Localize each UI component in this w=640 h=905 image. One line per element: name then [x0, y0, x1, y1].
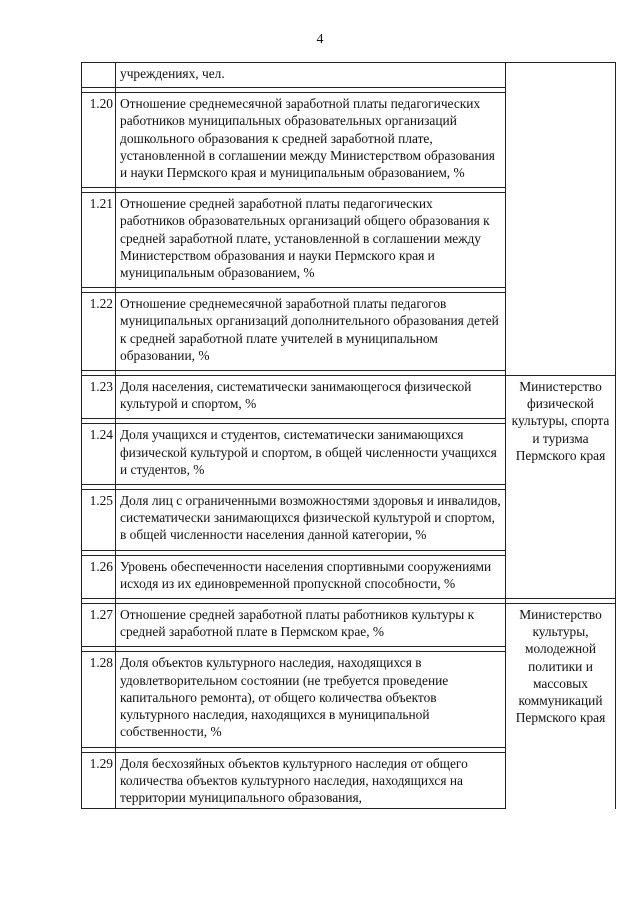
row-text-value: Отношение средней заработной платы работников культуры к средней заработной плате в Пермском крае, % — [120, 607, 475, 640]
row-text-value: Доля учащихся и студентов, систематически занимающихся физической культурой и спортом, в общей численности учащихся и студентов, % — [120, 427, 497, 477]
row-number: 1.23 — [82, 376, 116, 419]
page-number: 4 — [316, 32, 324, 47]
row-number: 1.28 — [82, 652, 116, 747]
row-text-value: Отношение средней заработной платы педагогических работников образовательных организаций общего образования к средней заработной плате, установленной в соглашении между Министерством образования и науки Пермского края и муниципальным образованием, % — [120, 196, 490, 281]
row-number: 1.22 — [82, 293, 116, 371]
row-text — [116, 93, 506, 188]
row-number: 1.27 — [82, 604, 116, 647]
row-text-value: учреждениях, чел. — [120, 66, 225, 81]
row-text — [116, 652, 506, 747]
row-number: 1.29 — [82, 752, 116, 809]
row-text — [116, 752, 506, 809]
row-text — [116, 63, 506, 88]
responsible-sport-text: Министерство физической культуры, спорта и туризма Пермского края — [511, 379, 610, 463]
row-text — [116, 193, 506, 288]
row-number: 1.25 — [82, 490, 116, 551]
row-number: 1.24 — [82, 424, 116, 485]
responsible-culture-text: Министерство культуры, молодежной политики и массовых коммуникаций Пермского края — [515, 607, 606, 726]
table-row — [82, 604, 616, 647]
row-number — [82, 63, 116, 88]
row-text — [116, 376, 506, 419]
row-text-value: Доля лиц с ограниченными возможностями здоровья и инвалидов, систематически занимающихся физической культурой и спортом, в общей численности населения данной категории, % — [120, 493, 501, 543]
row-text-value: Доля объектов культурного наследия, находящихся в удовлетворительном состоянии (не требуется проведение капитального ремонта), от общего количества объектов культурного наследия, находящихся в муниципальной собственности, % — [120, 655, 449, 740]
row-number: 1.21 — [82, 193, 116, 288]
indicators-table — [81, 62, 616, 809]
responsible-sport — [506, 376, 616, 599]
row-text — [116, 424, 506, 485]
row-number: 1.26 — [82, 555, 116, 598]
row-text-value: Доля населения, систематически занимающегося физической культурой и спортом, % — [120, 379, 472, 412]
row-text — [116, 604, 506, 647]
table-row — [82, 63, 616, 88]
row-text — [116, 293, 506, 371]
responsible-culture — [506, 604, 616, 809]
row-text — [116, 555, 506, 598]
row-text-value: Уровень обеспеченности населения спортивными сооружениями исходя из их единовременной пропускной способности, % — [120, 558, 492, 591]
row-text-value: Доля бесхозяйных объектов культурного наследия от общего количества объектов культурного наследия, находящихся на территории муниципального образования, — [120, 755, 468, 805]
table-row — [82, 376, 616, 419]
row-number: 1.20 — [82, 93, 116, 188]
responsible-cell-education — [506, 63, 616, 371]
row-text-value: Отношение среднемесячной заработной платы педагогов муниципальных организаций дополнительного образования детей к средней заработной плате учителей в муниципальном образовании, % — [120, 296, 499, 363]
row-text-value: Отношение среднемесячной заработной платы педагогических работников муниципальных образовательных организаций дошкольного образования к средней заработной плате, установленной в соглашении между Министерством образования и науки Пермского края и муниципальным образованием, % — [120, 96, 495, 181]
row-text — [116, 490, 506, 551]
